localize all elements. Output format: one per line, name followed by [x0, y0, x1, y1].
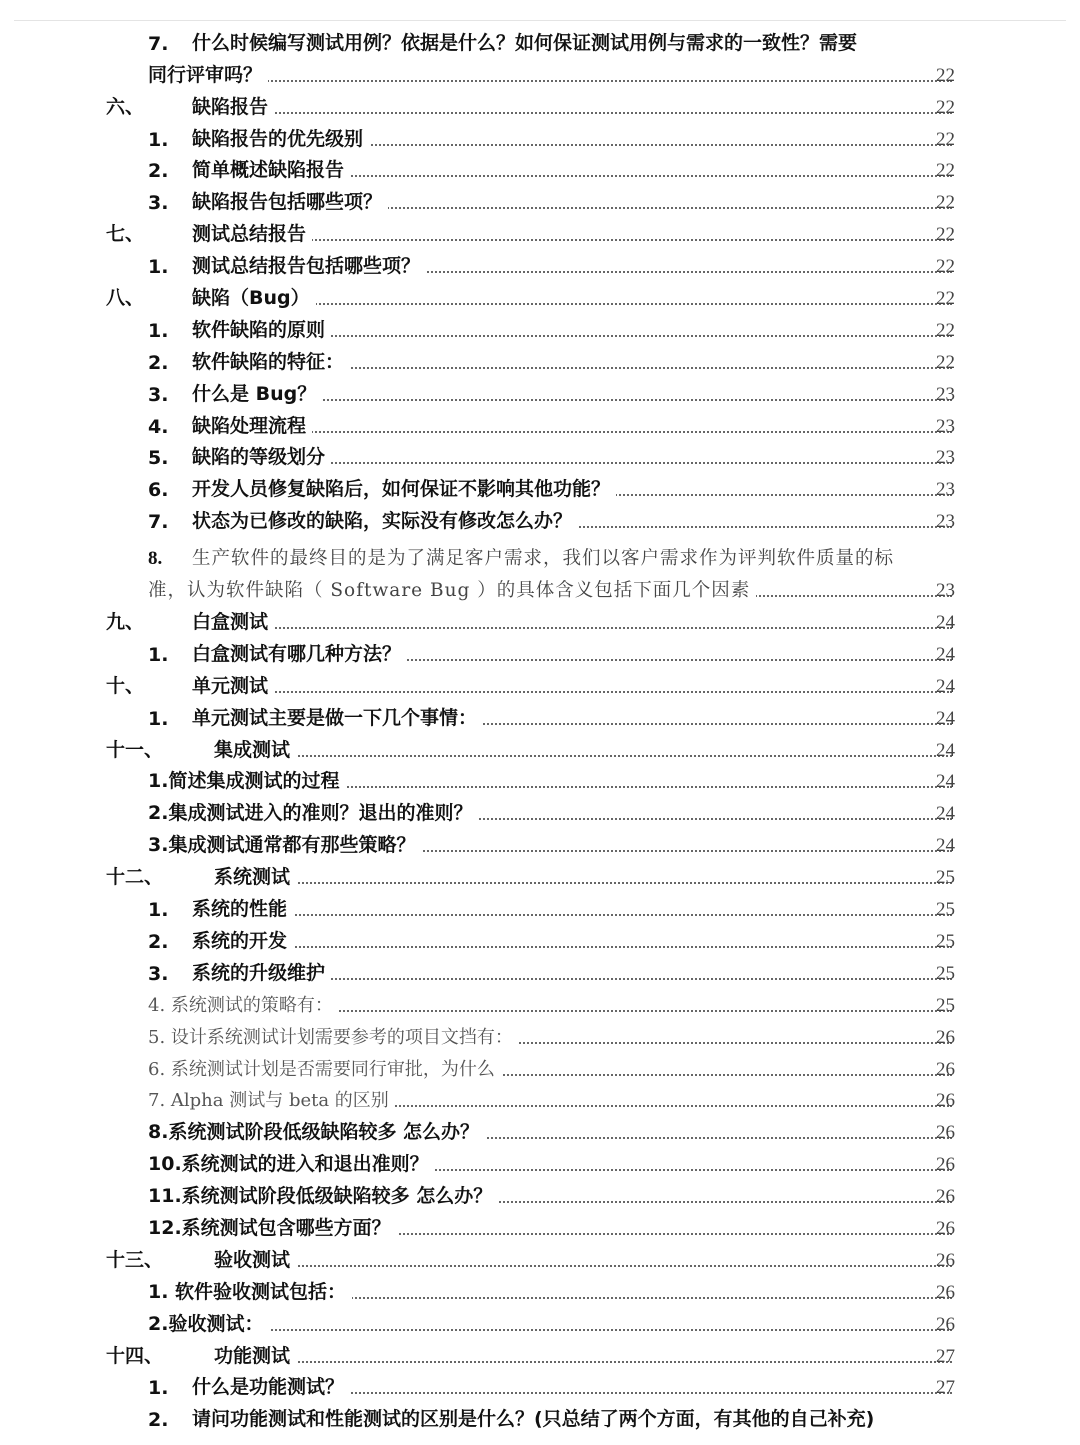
toc-entry-title: 什么是功能测试？ [192, 1372, 350, 1399]
toc-page-number: 22 [936, 128, 955, 150]
toc-entry-title: 7. Alpha 测试与 beta 的区别 [148, 1086, 395, 1112]
toc-item-number: 1. [148, 707, 169, 730]
toc-page-number: 27 [936, 1377, 955, 1399]
table-of-contents [0, 26, 1080, 1434]
toc-section [0, 281, 1080, 313]
dot-leader [212, 691, 952, 693]
toc-entry-title: 什么是 Bug？ [192, 379, 322, 406]
toc-entry-title: 白盒测试 [192, 607, 274, 634]
toc-entry [0, 185, 1080, 217]
toc-section [0, 1339, 1080, 1371]
toc-page-number: 23 [936, 447, 955, 469]
toc-entry-title: 白盒测试有哪几种方法？ [192, 639, 407, 666]
toc-entry-title: 3.集成测试通常都有那些策略？ [148, 830, 421, 857]
toc-page-number: 25 [936, 930, 955, 952]
toc-section [0, 605, 1080, 637]
toc-section-number: 十三、 [106, 1248, 164, 1271]
toc-page-number: 26 [936, 1154, 955, 1176]
toc-section-number: 十二、 [106, 866, 164, 889]
toc-entry-title: 系统的性能 [192, 894, 293, 921]
dot-leader [168, 1329, 952, 1331]
dot-leader [212, 914, 952, 916]
toc-entry [0, 313, 1080, 345]
toc-item-number: 7. [148, 511, 169, 534]
toc-page-number: 26 [936, 1058, 955, 1080]
toc-entry [0, 154, 1080, 186]
toc-item-number: 2. [148, 351, 169, 374]
toc-entry-title: 软件缺陷的特征： [192, 347, 350, 374]
toc-item-number: 1. [148, 319, 169, 342]
toc-entry [0, 701, 1080, 733]
toc-page-number: 24 [936, 771, 955, 793]
toc-page-number: 26 [936, 1313, 955, 1335]
toc-entry-title: 集成测试 [214, 735, 296, 762]
toc-entry-title: 软件缺陷的原则 [192, 315, 331, 342]
toc-entry-title: 10.系统测试的进入和退出准则？ [148, 1149, 435, 1176]
toc-item-number: 4. [148, 415, 169, 438]
toc-entry-line-2 [0, 573, 1080, 605]
toc-entry [0, 441, 1080, 473]
toc-entry [0, 1402, 1080, 1434]
toc-section [0, 217, 1080, 249]
toc-section-number: 十、 [106, 674, 145, 697]
toc-page-number: 26 [936, 1026, 955, 1048]
toc-item-number: 1. [148, 1377, 169, 1400]
toc-section-number: 九、 [106, 611, 145, 634]
toc-section-number: 十一、 [106, 738, 164, 761]
toc-section [0, 669, 1080, 701]
toc-page-number: 24 [936, 803, 955, 825]
toc-page-number: 24 [936, 739, 955, 761]
toc-entry [0, 472, 1080, 504]
toc-page-number: 24 [936, 612, 955, 634]
toc-item-number: 2. [148, 930, 169, 953]
toc-entry-title: 缺陷（Bug） [192, 283, 316, 310]
dot-leader [212, 399, 952, 401]
toc-page-number: 23 [936, 511, 955, 533]
toc-entry-title: 8.系统测试阶段低级缺陷较多 怎么办？ [148, 1117, 485, 1144]
toc-entry [0, 1371, 1080, 1403]
toc-entry-title: 什么时候编写测试用例？依据是什么？如何保证测试用例与需求的一致性？需要 [192, 28, 863, 55]
toc-entry-title: 缺陷处理流程 [192, 411, 312, 438]
toc-page-number: 26 [936, 1217, 955, 1239]
toc-entry [0, 988, 1080, 1020]
toc-item-number: 6. [148, 479, 169, 502]
toc-entry [0, 345, 1080, 377]
toc-page-number: 23 [936, 383, 955, 405]
dot-leader [212, 627, 952, 629]
toc-page-number: 26 [936, 1281, 955, 1303]
toc-entry-title: 缺陷报告包括哪些项？ [192, 187, 388, 214]
dot-leader [234, 755, 952, 757]
toc-page-number: 22 [936, 160, 955, 182]
toc-section [0, 733, 1080, 765]
toc-entry [0, 637, 1080, 669]
toc-entry [0, 1307, 1080, 1339]
toc-entry-title: 2.集成测试进入的准则？退出的准则？ [148, 798, 478, 825]
toc-entry [0, 504, 1080, 536]
toc-item-number: 1. [148, 643, 169, 666]
toc-page-number: 26 [936, 1122, 955, 1144]
dot-leader [234, 1361, 952, 1363]
toc-entry-title: 12.系统测试包含哪些方面？ [148, 1213, 397, 1240]
toc-entry [0, 796, 1080, 828]
toc-item-number: 2. [148, 160, 169, 183]
dot-leader [234, 1265, 952, 1267]
toc-entry-line-2 [0, 58, 1080, 90]
toc-section-number: 八、 [106, 287, 145, 310]
page-top-border [14, 20, 1066, 21]
toc-entry-title: 6. 系统测试计划是否需要同行审批，为什么 [148, 1055, 501, 1081]
toc-entry-title: 缺陷报告的优先级别 [192, 124, 369, 151]
toc-page-number: 24 [936, 675, 955, 697]
toc-item-number: 3. [148, 192, 169, 215]
toc-page-number: 25 [936, 899, 955, 921]
toc-page-number: 25 [936, 962, 955, 984]
toc-entry-title: 1.简述集成测试的过程 [148, 766, 345, 793]
toc-entry-title: 测试总结报告 [192, 219, 312, 246]
toc-entry [0, 1020, 1080, 1052]
toc-entry [0, 924, 1080, 956]
toc-entry-title: 11.系统测试阶段低级缺陷较多 怎么办？ [148, 1181, 498, 1208]
toc-page-number: 25 [936, 867, 955, 889]
toc-entry-title: 系统的升级维护 [192, 958, 331, 985]
toc-page-number: 24 [936, 707, 955, 729]
toc-entry [0, 828, 1080, 860]
toc-entry [0, 956, 1080, 988]
toc-item-number: 1. [148, 128, 169, 151]
toc-entry [0, 1115, 1080, 1147]
toc-section-number: 六、 [106, 95, 145, 118]
toc-page-number: 26 [936, 1090, 955, 1112]
toc-entry-title: 缺陷报告 [192, 92, 274, 119]
toc-entry [0, 765, 1080, 797]
toc-entry-line-1 [0, 536, 1080, 573]
toc-entry-title: 验收测试 [214, 1245, 296, 1272]
toc-entry [0, 1211, 1080, 1243]
toc-entry-title-continued: 准，认为软件缺陷（ Software Bug ）的具体含义包括下面几个因素 [148, 576, 756, 602]
toc-item-number: 2. [148, 1409, 169, 1432]
toc-page-number: 22 [936, 288, 955, 310]
dot-leader [212, 239, 952, 241]
toc-page-number: 22 [936, 192, 955, 214]
toc-entry-title: 2.验收测试： [148, 1309, 269, 1336]
toc-entry-title: 1. 软件验收测试包括： [148, 1277, 352, 1304]
toc-entry [0, 1147, 1080, 1179]
toc-page-number: 27 [936, 1345, 955, 1367]
toc-item-number: 3. [148, 383, 169, 406]
dot-leader [160, 80, 952, 82]
toc-page-number: 22 [936, 64, 955, 86]
toc-entry [0, 1084, 1080, 1116]
toc-entry [0, 1052, 1080, 1084]
toc-entry [0, 122, 1080, 154]
toc-entry-title: 5. 设计系统测试计划需要参考的项目文挡有： [148, 1023, 519, 1049]
dot-leader [212, 112, 952, 114]
toc-entry-title-continued: 同行评审吗？ [148, 60, 268, 87]
toc-entry-title: 生产软件的最终目的是为了满足客户需求，我们以客户需求作为评判软件质量的标 [192, 544, 900, 570]
toc-item-number: 3. [148, 962, 169, 985]
toc-section-number: 十四、 [106, 1344, 164, 1367]
dot-leader [234, 882, 952, 884]
toc-entry-title: 系统测试 [214, 862, 296, 889]
toc-entry [0, 377, 1080, 409]
dot-leader [212, 431, 952, 433]
toc-section [0, 90, 1080, 122]
toc-entry-title: 测试总结报告包括哪些项？ [192, 251, 426, 278]
toc-entry-title: 系统的开发 [192, 926, 293, 953]
toc-item-number: 8. [148, 548, 163, 570]
toc-page-number: 26 [936, 1186, 955, 1208]
toc-entry-title: 请问功能测试和性能测试的区别是什么？(只总结了两个方面，有其他的自己补充) [192, 1404, 880, 1431]
toc-entry-title: 简单概述缺陷报告 [192, 155, 350, 182]
toc-entry-title: 4. 系统测试的策略有： [148, 991, 339, 1017]
toc-entry-title: 单元测试主要是做一下几个事情： [192, 703, 483, 730]
toc-entry-title: 单元测试 [192, 671, 274, 698]
toc-page-number: 23 [936, 479, 955, 501]
toc-section-number: 七、 [106, 223, 145, 246]
toc-entry-line-1 [0, 26, 1080, 58]
toc-page-number: 22 [936, 319, 955, 341]
toc-item-number: 5. [148, 447, 169, 470]
toc-entry-title: 状态为已修改的缺陷，实际没有修改怎么办？ [192, 506, 578, 533]
toc-item-number: 7. [148, 32, 169, 55]
toc-entry [0, 1275, 1080, 1307]
toc-item-number: 1. [148, 899, 169, 922]
toc-page-number: 22 [936, 224, 955, 246]
toc-entry [0, 409, 1080, 441]
toc-page-number: 22 [936, 351, 955, 373]
dot-leader [212, 303, 952, 305]
toc-entry [0, 249, 1080, 281]
toc-page-number: 24 [936, 835, 955, 857]
toc-entry-title: 开发人员修复缺陷后，如何保证不影响其他功能？ [192, 474, 616, 501]
toc-page-number: 22 [936, 96, 955, 118]
toc-entry [0, 1179, 1080, 1211]
toc-section [0, 860, 1080, 892]
toc-page-number: 23 [936, 415, 955, 437]
toc-page-number: 24 [936, 643, 955, 665]
toc-page-number: 23 [936, 580, 955, 602]
toc-page-number: 22 [936, 256, 955, 278]
dot-leader [212, 946, 952, 948]
toc-section [0, 1243, 1080, 1275]
toc-page-number: 25 [936, 994, 955, 1016]
toc-page-number: 26 [936, 1249, 955, 1271]
toc-entry-title: 功能测试 [214, 1341, 296, 1368]
toc-entry-title: 缺陷的等级划分 [192, 442, 331, 469]
toc-entry [0, 892, 1080, 924]
toc-item-number: 1. [148, 256, 169, 279]
